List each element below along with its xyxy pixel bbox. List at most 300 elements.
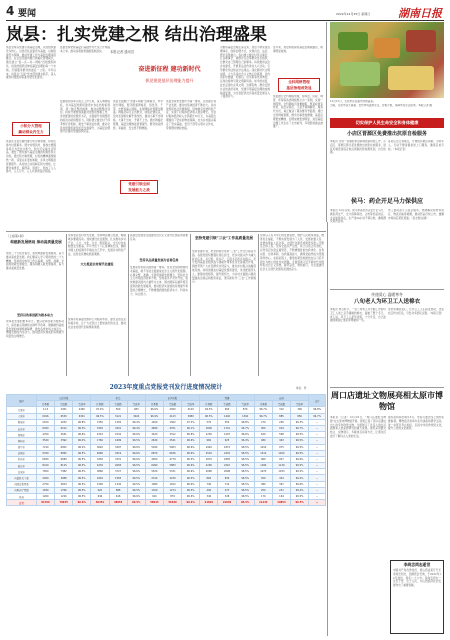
table-cell: -- [309, 481, 326, 487]
table-cell: 4680 [91, 450, 109, 456]
table-cell: 618 [109, 494, 127, 500]
table-column-header: 任务数 [200, 401, 218, 407]
table-cell: 340 [200, 494, 218, 500]
health-banner [330, 118, 444, 128]
story4-title: 周口店遗址文物展亮相太原市博物馆 [331, 390, 443, 411]
table-cell: 6530 [55, 413, 73, 419]
main-headline: 岚县：扎实党建之根 结出治理盛果 [6, 25, 267, 45]
table-cell: 6090 [145, 463, 163, 469]
table-cell: 96.4% [236, 438, 254, 444]
lower-divider-3 [190, 234, 191, 376]
table-cell: 598 [272, 432, 290, 438]
lower-tag: （上接第1版） [6, 234, 26, 238]
table-cell: 3420 [145, 432, 163, 438]
table-cell: 大同市 [7, 413, 37, 419]
table-cell: 1010 [254, 444, 272, 450]
table-cell: 7382 [55, 469, 73, 475]
table-cell: 9320 [36, 450, 54, 456]
table-column-header: 任务数 [91, 401, 109, 407]
table-cell: 96.8% [236, 419, 254, 425]
byline: 本报记者 通讯员 [110, 50, 135, 54]
table-cell: 1699 [109, 438, 127, 444]
table-cell: 2032 [55, 419, 73, 425]
table-cell: 96.5% [291, 469, 309, 475]
table-cell: 96.5% [236, 475, 254, 481]
table-cell: 78935 [55, 500, 73, 506]
table-cell: 2451 [55, 407, 73, 413]
table-cell: 3520 [36, 438, 54, 444]
article-col-2: 县委坚持把抓基层打基础作为长远之计和固本之举，推动各项政策措施落地落实。 [60, 46, 110, 53]
table-cell: 975 [272, 444, 290, 450]
table-cell: 晋中市 [7, 444, 37, 450]
story4-body-b: 展览将持续至明年3月，市民可通过线上预约免费参观。博物馆还将举办系列讲座和研学活动，进一步普及考古知识，弘扬中华优秀传统文化，提升公众的文化素养。 [388, 416, 444, 431]
table-cell: 900 [218, 407, 236, 413]
table-cell: 96.6% [127, 456, 145, 462]
table-cell: 2520 [200, 450, 218, 456]
table-cell: 1583 [109, 475, 127, 481]
table-cell: 3024 [127, 413, 145, 419]
table-cell: 96.5% [236, 481, 254, 487]
table-cell: 2432 [218, 450, 236, 456]
issue-date: 2022年12月25日 星期日 [336, 12, 371, 16]
table-cell: -- [309, 475, 326, 481]
table-cell: 81706 [36, 500, 54, 506]
table-cell: 1070 [254, 469, 272, 475]
table-cell: 1980 [145, 481, 163, 487]
table-cell: 96.5% [236, 500, 254, 506]
header-rule [6, 20, 444, 21]
table-cell: 1440 [218, 413, 236, 419]
table-cell: 3620 [91, 444, 109, 450]
table-cell: 96.7% [236, 425, 254, 431]
table-cell: 96.4% [73, 438, 91, 444]
table-cell: 927 [272, 456, 290, 462]
table-cell: 1872 [218, 444, 236, 450]
table-column-header: 完成数 [55, 401, 73, 407]
table-cell: 2654 [55, 481, 73, 487]
table-cell: 96.5% [182, 456, 200, 462]
table-cell: 太原市 [7, 407, 37, 413]
table-cell: 4123 [163, 413, 181, 419]
table-cell: 1800 [200, 425, 218, 431]
table-row [7, 500, 326, 506]
table-cell: 96.5% [236, 487, 254, 493]
table-cell: 96.5% [291, 432, 309, 438]
table-cell: 1912 [163, 481, 181, 487]
table-cell: 3200 [36, 475, 54, 481]
table-cell: 3450 [91, 456, 109, 462]
table-cell: 96.8% [73, 419, 91, 425]
table-cell: 5003 [163, 444, 181, 450]
feature-title: 奋进新征程 建功新时代 [138, 66, 201, 73]
lower-col-3: 高质量发展是全面建设社会主义现代化国家的首要任务。 [130, 234, 188, 241]
table-cell: 96.4% [291, 487, 309, 493]
lower-sub-c: 坚持以高质量发展为首要任务 [139, 258, 179, 262]
box2-line2: 发展能力之战 [128, 188, 150, 192]
table-cell: -- [309, 438, 326, 444]
article-col-6: 近年来，岚县积极探索基层治理新路径，取得明显成效。 [273, 46, 323, 53]
table-cell: 96.7% [254, 407, 272, 413]
table-cell: 96.5% [127, 463, 145, 469]
table-cell: 吕梁市 [7, 469, 37, 475]
table-cell: 97.3% [182, 419, 200, 425]
table-cell: 6450 [36, 425, 54, 431]
table-cell: 11243 [254, 500, 272, 506]
page-number: 4 [6, 4, 15, 18]
box1-line2: 撬动群众内生力 [18, 130, 44, 134]
table-cell: 临汾市 [7, 463, 37, 469]
table-cell: 96.3% [73, 425, 91, 431]
table-cell: 96.5% [127, 481, 145, 487]
table-cell: 950 [254, 425, 272, 431]
table-cell: 6830 [36, 456, 54, 462]
table-cell: 960 [254, 456, 272, 462]
table-cell: 1139 [272, 463, 290, 469]
table-unit: 单位：份 [296, 387, 307, 390]
table-group-header: 求是 [91, 395, 145, 401]
table-cell: 96.6% [73, 500, 91, 506]
box3-line1: 全科网格管理 [288, 80, 310, 84]
table-cell: 473 [218, 487, 236, 493]
table-cell: 2750 [36, 481, 54, 487]
table-cell: 300 [291, 407, 309, 413]
table-cell: 3320 [91, 425, 109, 431]
table-cell: 96.5% [127, 500, 145, 506]
table-column-header: 完成数 [109, 401, 127, 407]
lower-col-5: 坚持以人民为中心的发展思想，维护人民根本利益，增进民生福祉，不断实现发展为了人民、发展依靠人民、发展成果由人民共享，让现代化建设成果更多更公平惠及全体人民。坚持全面从严治党，持之以恒正风肃纪，以零容忍态度反腐惩恶，不断增强党的自我净化、自我完善、自我革新、自我提高能力，确保党始终成为坚强领导核心。在新征程上，要更加紧密地团结在以习近平同志为核心的党中央周围，全面贯彻习近平新时代中国特色社会主义思想，踔厉奋发、勇毅前行，为全面建设社会主义现代化国家而团结奋斗。 [260, 234, 324, 272]
table-cell: 3980 [182, 413, 200, 419]
table-cell: 1180 [254, 463, 272, 469]
table-cell: 96.5% [291, 444, 309, 450]
table-group-header: 前进 [254, 395, 308, 401]
table-cell: 920 [91, 487, 109, 493]
article-col-6b: 岚县推行全科网格管理，将综治、民政、城管、环保等各类网格整合为一张网，实现一网统管。全科网格员身兼数职，既是政策宣传员、信息采集员，又是矛盾调解员、服务代办员，真正做到了服务群众零距离。通过全科网格管理，群众办事更加便捷，基层治理更加精细，治理成效更加明显，岚县基层治理工作走在了全市前列，多项经验做法被推广。 [273, 95, 323, 129]
table-cell: 3392 [55, 438, 73, 444]
table-column-header: 完成数 [272, 401, 290, 407]
table-cell: 241 [272, 487, 290, 493]
table-cell: 925 [218, 438, 236, 444]
table-cell: 1350 [91, 419, 109, 425]
table-cell: -- [309, 444, 326, 450]
table-cell: 6916 [36, 413, 54, 419]
table-cell: 96.5% [291, 494, 309, 500]
table-cell: 96.5% [291, 463, 309, 469]
story3-title: 八旬老人为环卫工人送棉衣 [353, 299, 420, 305]
table-cell: 3727 [109, 469, 127, 475]
table-cell: 4700 [36, 432, 54, 438]
box3-line2: 基层治理成效显 [286, 86, 312, 90]
table-cell: 6301 [73, 413, 91, 419]
table-cell: 58643 [145, 500, 163, 506]
table-cell: 晋城市 [7, 432, 37, 438]
table-group-header: 山西日报 [145, 395, 199, 401]
table-cell: 96.6% [127, 450, 145, 456]
table-cell: 2541 [163, 438, 181, 444]
table-cell: 1342 [109, 481, 127, 487]
table-cell: 96.5% [73, 469, 91, 475]
story3-kicker: 传递爱心 温暖寒冬 [371, 292, 403, 297]
table-cell: 860 [200, 475, 218, 481]
table-cell: 1640 [91, 475, 109, 481]
table-cell: 96.6% [291, 456, 309, 462]
table-cell: 96.5% [291, 450, 309, 456]
table-cell: 2080 [200, 469, 218, 475]
table-column-header: 完成数 [218, 401, 236, 407]
table-cell: 96.4% [127, 419, 145, 425]
table-cell: 96.7% [254, 413, 272, 419]
table-cell: 97.9% [91, 407, 109, 413]
table-cell: 96.5% [73, 487, 91, 493]
table-cell: 96.5% [127, 475, 145, 481]
section-name: 要闻 [18, 9, 37, 19]
table-cell: 1830 [36, 487, 54, 493]
table-cell: 5520 [145, 469, 163, 475]
table-cell: 3860 [91, 469, 109, 475]
table-column-header: 完成率 [73, 401, 91, 407]
story2-body: 本报讯 12月以来，侯马市各医药企业开足马力、满负荷生产，全力保障退烧、止咳等药品供应。企业加班加点，生产线24小时不停运转，确保群众用药需求。 [330, 209, 386, 224]
table-cell: 38955 [109, 500, 127, 506]
obituary-box [390, 560, 444, 634]
market-photo [330, 22, 444, 98]
table-cell: 1264 [272, 450, 290, 456]
table-group-header: 合计 [309, 395, 326, 407]
table-column-header: 完成数 [163, 401, 181, 407]
table-cell: 21049 [218, 500, 236, 506]
table-cell: 6870 [145, 450, 163, 456]
table-cell: 1260 [36, 494, 54, 500]
table-cell: 490 [200, 487, 218, 493]
table-cell: 96.6% [182, 450, 200, 456]
table-cell: 96.1% [182, 425, 200, 431]
story4-rule [330, 387, 444, 388]
article-col-1: 岚县坚持以党建引领基层治理，以党组织建设为核心，以党员队伍建设为基础，以制度建设为保障，推动党建工作与基层治理深度融合。在全县范围内推行网格化管理模式，通过建立“县—乡—村—网格”四级组织体系，将党的组织延伸到基层治理的每一个末梢，打通服务群众的最后一公里。今年以来，岚县以“五星”党支部创建为抓手，深入推进村级组织标准化规范化建设。 [6, 46, 56, 80]
table-cell: 7210 [36, 444, 54, 450]
inline-box-3 [278, 78, 320, 92]
table-cell: 7650 [36, 469, 54, 475]
table-cell: 96.5% [236, 456, 254, 462]
table-cell: 96.5% [127, 487, 145, 493]
table-cell: 96.3% [291, 419, 309, 425]
table-cell: -- [309, 469, 326, 475]
table-cell: 96.5% [291, 438, 309, 444]
article-col-4: 岚县坚持把发展作为第一要务，以党建引领产业发展，推动村集体经济不断壮大。各村党组织结合资源禀赋，因地制宜发展特色产业，实现了村集体经济收入稳步增长。全县村集体经济收入全部超过10万元，为基层治理提供了坚实的物质保障，也为乡村振兴奠定了坚实基础。党员干部带头领办合作社，带领群众增收致富。 [166, 100, 216, 130]
table-cell: 96.6% [182, 500, 200, 506]
box1-line1: 小积分大管理 [20, 124, 42, 128]
table-cell: 96.5% [236, 444, 254, 450]
table-cell: 省直机关工委 [7, 475, 37, 481]
table-cell: 885 [272, 413, 290, 419]
table-cell: 6589 [55, 456, 73, 462]
obituary-body: 中国共产党优秀党员、原山西省某厅厅长李尚忠同志，因病医治无效，于2022年12月逝世，享年八十六岁。李尚忠同志一生忠于党、忠于人民，为山西经济社会发展作出了重要贡献。 [393, 569, 441, 588]
table-cell: 4950 [145, 456, 163, 462]
table-cell: 870 [236, 407, 254, 413]
table-cell: 620 [254, 432, 272, 438]
table-cell: 96.6% [182, 444, 200, 450]
story1-body-b: 各社区设立领取点，方便居民就近领取，对老年人、行动不便者提供送上门服务，确保应检尽检。（本报记者） [388, 140, 444, 151]
table-cell: 朔州市 [7, 438, 37, 444]
table-cell: 96.7% [309, 413, 326, 419]
table-cell: 阳泉市 [7, 419, 37, 425]
table-cell: 483 [127, 407, 145, 413]
table-cell: 1390 [91, 481, 109, 487]
table-cell: 96.4% [73, 444, 91, 450]
table-cell: 96.6% [182, 494, 200, 500]
table-cell: 96.5% [73, 456, 91, 462]
table-cell: 96.6% [182, 481, 200, 487]
table-cell: 2230 [163, 475, 181, 481]
table-cell: 96.5% [236, 450, 254, 456]
lower-title-1: 构建新发展格局 推动高质量发展 [10, 240, 62, 244]
table-cell: 96.6% [236, 432, 254, 438]
table-cell: 4890 [145, 425, 163, 431]
table-cell: 2400 [73, 407, 91, 413]
table-cell: 96.6% [127, 494, 145, 500]
table-cell: 6952 [55, 444, 73, 450]
table-cell: 96.7% [291, 425, 309, 431]
table-cell: 96.6% [145, 407, 163, 413]
middle-rule [6, 231, 326, 232]
table-cell: 500 [109, 407, 127, 413]
table-column-header: 完成率 [236, 401, 254, 407]
table-cell: 1250 [200, 432, 218, 438]
table-cell: 1766 [55, 487, 73, 493]
table-cell: 1362 [163, 419, 181, 425]
box2-line1: 党建引领全面 [128, 182, 150, 186]
health-banner-text: 切实保护人民生命安全和身体健康 [355, 120, 419, 125]
table-cell: 3121 [109, 413, 127, 419]
table-cell: 96.6% [73, 432, 91, 438]
lower-col-2b: 统筹乡村基础设施和公共服务布局，建设宜居宜业和美乡村，让广大农民过上更加美好的生活，推动农业农村现代化取得新进展。 [68, 318, 126, 329]
center-feature [112, 66, 227, 96]
table-cell: 合计 [7, 500, 37, 506]
table-cell: 10854 [272, 500, 290, 506]
table-cell: 2290 [200, 463, 218, 469]
lower-col-4: 坚持党建引领，把党的领导贯穿“三农”工作全过程各方面。各级党组织要强化责任担当，把乡村振兴作为重大政治任务，书记抓、抓书记，五级书记抓乡村振兴。充分发挥基层党组织战斗堡垒作用和党员先锋模范作用，团结带领广大农民群众共同奋斗，推动乡村振兴战略落地见效。持续加强农村基层党组织建设，选优配强带头人，建强村级组织，提升组织力，为乡村全面振兴提供坚强政治保证和组织保证，谱写新时代“三农”工作新篇章。 [192, 250, 256, 284]
table-cell: 96.6% [182, 438, 200, 444]
table-cell: 888 [109, 487, 127, 493]
lower-col-2: 坚持农业农村优先发展，坚持城乡融合发展，畅通城乡要素流动。加快建设农业强国，扎实推动乡村产业、人才、文化、生态、组织振兴，全方位夯实粮食安全根基，牢牢守住十八亿亩耕地红线，确保中国人的饭碗牢牢端在自己手中，发展乡村特色产业，拓宽农民增收致富渠道。 [68, 234, 126, 256]
table-cell: 250 [254, 487, 272, 493]
lower-col-1: 党的二十大报告指出，加快构建新发展格局，着力推动高质量发展。我们要深入学习贯彻党的二十大精神，坚持稳中求进工作总基调，完整、准确、全面贯彻新发展理念，服务和融入新发展格局，着力推动高质量发展。 [6, 252, 64, 271]
table-cell: -- [309, 463, 326, 469]
table-cell: 96.5% [73, 481, 91, 487]
table-cell: 94.5% [200, 407, 218, 413]
story4-body: 本报讯（记者）12月22日，“周口店遗址文物展”在太原市博物馆开展。展览汇集了周口店遗址出土的多件珍贵文物，全面展示了北京人的生活面貌和人类起源研究的重大成果。展览采用图文结合、实物展示、多媒体互动等方式，让观众沉浸式了解远古人类的生活。 [330, 416, 386, 438]
story3-body: 本报讯 寒冬时节，一位八旬老人为辛勤工作的环卫工人送上亲手缝制的棉衣，温暖了整个冬天。老人说，环卫工人起早贪黑，十分辛苦，自己能做的就是让他们穿得暖和一些。 [330, 308, 386, 323]
lower-divider-2 [128, 234, 129, 376]
table-cell: 3331 [109, 456, 127, 462]
article-col-3: 岚县全面推行“党建+网格”治理模式，科学划分网格，配齐配强网格员，将党员、干部、志愿者编入网格，实现网格化管理全覆盖。网格员每日走访群众，收集社情民意，及时发现和化解矛盾纠纷，做到小事不出网格、大事不出村、矛盾不上交。通过网格化管理，基层治理效能显著提升，群众的获得感、幸福感、安全感不断增强。 [113, 100, 163, 130]
table-cell: 3312 [163, 432, 181, 438]
table-cell: 2310 [145, 475, 163, 481]
table-cell: 480 [254, 438, 272, 444]
inline-box-1 [12, 122, 50, 136]
table-cell: 1940 [200, 444, 218, 450]
table-cell: 170 [254, 494, 272, 500]
table-cell: 96.5% [73, 463, 91, 469]
table-cell: 96.5% [182, 475, 200, 481]
table-cell: 830 [218, 475, 236, 481]
table-cell: 96.5% [73, 450, 91, 456]
table-cell: 1274 [163, 487, 181, 493]
table-cell: 2008 [218, 469, 236, 475]
table-cell: 40351 [91, 500, 109, 506]
photo-caption: 12月21日，太原市民在超市选购蔬菜。 [330, 100, 376, 103]
table-cell: 1320 [145, 487, 163, 493]
table-cell: 96.6% [127, 444, 145, 450]
table-cell: 740 [200, 481, 218, 487]
table-cell: 11.5 [36, 407, 54, 413]
table-group-header: 党建 [200, 395, 254, 401]
table-cell: 96.6% [127, 469, 145, 475]
table-cell: 96.5% [127, 438, 145, 444]
table-cell: 96.4% [127, 425, 145, 431]
table-cell: 96.5% [73, 475, 91, 481]
table-cell: 640 [91, 494, 109, 500]
headline-area-divider [326, 22, 327, 222]
table-cell: 310 [272, 407, 290, 413]
table-cell: 5883 [163, 463, 181, 469]
table-cell: 1302 [109, 419, 127, 425]
lower-col-3b: 发展是党执政兴国的第一要务。没有坚实的物质技术基础，就不可能全面建成社会主义现代化强国。必须完整、准确、全面贯彻新发展理念，坚持社会主义市场经济改革方向，坚持高水平对外开放，加快构建以国内大循环为主体、国内国际双循环相互促进的新发展格局，推动经济实现质的有效提升和量的合理增长，不断增强我国的经济实力、科技实力、综合国力。 [130, 266, 188, 296]
table-cell: 1033 [272, 469, 290, 475]
table-cell: 96.6% [182, 469, 200, 475]
table-cell: 96.8% [309, 407, 326, 413]
table-cell: 2310 [91, 432, 109, 438]
table-cell: 96.6% [182, 463, 200, 469]
table-column-header: 任务数 [254, 401, 272, 407]
table-cell: 270 [254, 419, 272, 425]
table-cell: 164 [272, 494, 290, 500]
table-cell: 1400 [145, 419, 163, 425]
table-cell: -- [309, 432, 326, 438]
table-cell: 1760 [91, 438, 109, 444]
table-cell: 省教育厅党组 [7, 487, 37, 493]
table-cell: 570 [200, 419, 218, 425]
table-column-header: 任务数 [145, 401, 163, 407]
table-cell: 2630 [145, 438, 163, 444]
table-cell: 96.5% [291, 500, 309, 506]
table-cell: 4230 [91, 463, 109, 469]
right-column-divider [327, 222, 328, 636]
table-cell: 56640 [163, 500, 181, 506]
table-cell: 省国资委党委 [7, 481, 37, 487]
table-cell: 4779 [163, 456, 181, 462]
table-cell: 96.8% [182, 432, 200, 438]
article-col-5: 为推动基层治理走深走实，岚县不断完善治理体系，创新治理方式，实现自治、法治、德治有机融合。各村建立健全村民议事会、红白理事会、道德评议会等群众自治组织，让群众自己管理自己的事务。持续推进法治乡村建设，开展普法宣传进村入户活动，引导群众学法知法守法用法。深化新时代文明实践，大力弘扬社会主义核心价值观，评选表彰好婆婆、好媳妇、好邻里等先进典型，以身边榜样引领文明新风尚。如今的岚县，处处呈现出乡风文明、治理有效、群众安居乐业的美好景象，党建引领基层治理的成效持续显现，为全县经济社会高质量发展注入了强劲动力。 [220, 46, 270, 99]
table-cell: 5331 [163, 469, 181, 475]
lower-sub-b: 大力推进农村现代化建设 [68, 262, 126, 266]
table-cell: 96.5% [236, 494, 254, 500]
table-cell: 1741 [218, 425, 236, 431]
table-cell: 552 [218, 419, 236, 425]
paper-logo: 湖南日报 [398, 7, 442, 20]
table-cell: 运城市 [7, 450, 37, 456]
lower-sub-a: 坚持以改革创新为根本动力 [16, 313, 53, 317]
table-cell: 8115 [55, 463, 73, 469]
table-group-header: 地区 [7, 395, 37, 407]
table-cell: 4120 [182, 407, 200, 413]
table-cell: -- [309, 494, 326, 500]
inline-box-2 [120, 180, 158, 194]
table-cell: 6212 [55, 425, 73, 431]
page-header [6, 6, 444, 20]
table-column-header: 完成率 [127, 401, 145, 407]
table-cell: 434 [272, 475, 290, 481]
table-cell: -- [309, 456, 326, 462]
table-cell: -- [309, 425, 326, 431]
table-cell: 856 [291, 413, 309, 419]
